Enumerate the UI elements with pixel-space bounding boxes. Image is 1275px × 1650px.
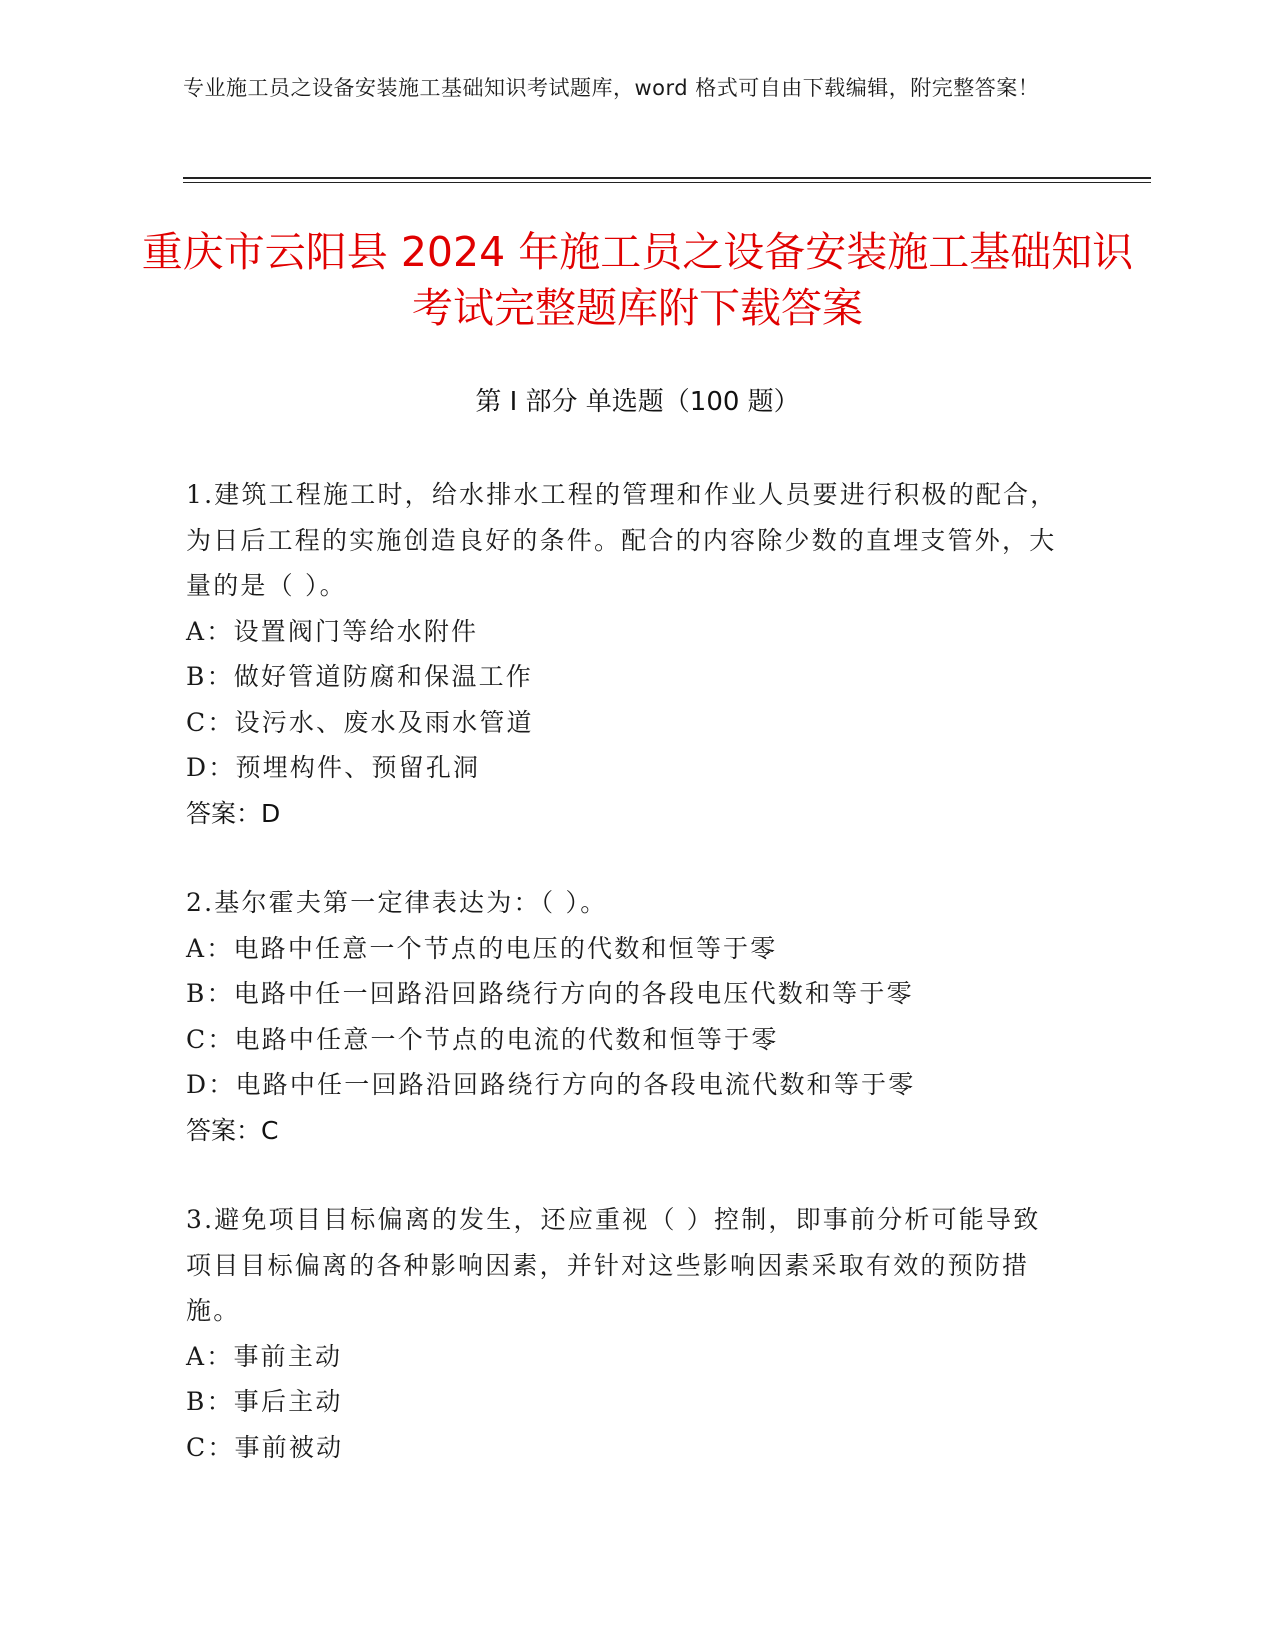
option-a: A：设置阀门等给水附件 (186, 616, 479, 646)
question-2 (186, 880, 1066, 1153)
option-b: B：做好管道防腐和保温工作 (186, 662, 533, 691)
document-title: 重庆市云阳县 2024 年施工员之设备安装施工基础知识考试完整题库附下载答案 (141, 228, 1134, 332)
option-c: C：电路中任意一个节点的电流的代数和恒等于零 (186, 1024, 779, 1054)
question-stem: 2.基尔霍夫第一定律表达为：（ ）。 (186, 888, 608, 917)
option-d: D：电路中任一回路沿回路绕行方向的各段电流代数和等于零 (186, 1070, 916, 1099)
option-a: A：电路中任意一个节点的电压的代数和恒等于零 (186, 933, 778, 963)
header-divider-thick (183, 177, 1151, 179)
question-3 (186, 1197, 1066, 1470)
question-answer: 答案：D (186, 798, 281, 828)
question-stem: 1.建筑工程施工时，给水排水工程的管理和作业人员要进行积极的配合，为日后工程的实施创造良好的条件。配合的内容除少数的直埋支管外，大量的是（ ）。 (186, 480, 1058, 600)
question-list (186, 472, 1066, 1514)
option-a: A：事前主动 (186, 1341, 343, 1371)
section-title: 第 I 部分 单选题（100 题） (475, 387, 800, 417)
question-1 (186, 472, 1066, 836)
option-d: D：预埋构件、预留孔洞 (186, 753, 481, 782)
header-divider-thin (183, 182, 1151, 183)
option-b: B：电路中任一回路沿回路绕行方向的各段电压代数和等于零 (186, 979, 914, 1008)
option-c: C：事前被动 (186, 1432, 344, 1462)
header-note: 专业施工员之设备安装施工基础知识考试题库，word 格式可自由下载编辑，附完整答案！ (183, 76, 1040, 100)
option-c: C：设污水、废水及雨水管道 (186, 707, 534, 737)
question-answer: 答案：C (186, 1115, 279, 1145)
option-b: B：事后主动 (186, 1387, 343, 1416)
question-stem: 3.避免项目目标偏离的发生，还应重视（ ）控制，即事前分析可能导致项目目标偏离的各种影响因素，并针对这些影响因素采取有效的预防措施。 (186, 1205, 1041, 1325)
